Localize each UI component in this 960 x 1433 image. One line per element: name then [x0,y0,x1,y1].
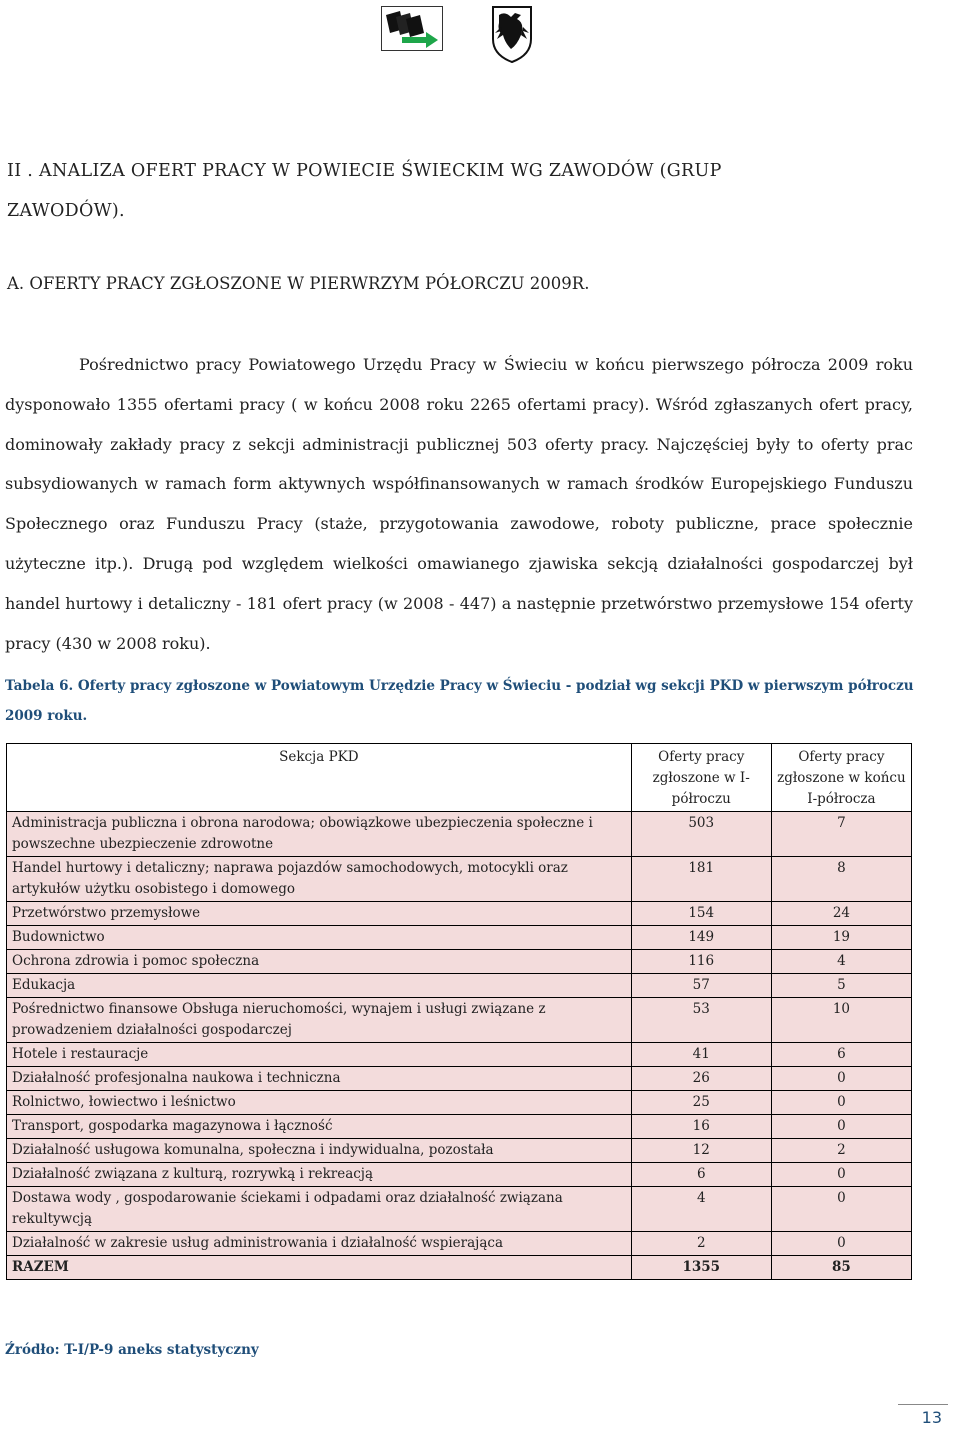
row-section: Hotele i restauracje [7,1043,632,1067]
row-offers: 503 [631,812,771,857]
total-end: 85 [771,1256,911,1280]
table-caption [5,671,917,731]
row-end: 24 [771,902,911,926]
row-section: Transport, gospodarka magazynowa i łączność [7,1115,632,1139]
row-offers: 53 [631,998,771,1043]
cards-arrow-icon [382,7,442,50]
row-offers: 154 [631,902,771,926]
header-section: Sekcja PKD [7,744,632,812]
table-row [7,902,912,926]
table-row [7,950,912,974]
row-section: Pośrednictwo finansowe Obsługa nieruchomości, wynajem i usługi związane z prowadzeniem działalności gospodarczej [7,998,632,1043]
row-offers: 41 [631,1043,771,1067]
table-row [7,1232,912,1256]
row-offers: 4 [631,1187,771,1232]
row-end: 19 [771,926,911,950]
row-end: 0 [771,1163,911,1187]
row-offers: 16 [631,1115,771,1139]
row-section: Działalność profesjonalna naukowa i techniczna [7,1067,632,1091]
table-row [7,812,912,857]
row-offers: 6 [631,1163,771,1187]
table-row [7,1163,912,1187]
page-number-rule [898,1404,948,1405]
row-end: 0 [771,1067,911,1091]
row-offers: 57 [631,974,771,998]
page-number: 13 [921,1408,942,1427]
table-row [7,1139,912,1163]
section-heading-line1: II . ANALIZA OFERT PRACY W POWIECIE ŚWIECKIM WG ZAWODÓW (GRUP [7,161,722,181]
header-end: Oferty pracy zgłoszone w końcu I-półrocza [771,744,911,812]
total-offers: 1355 [631,1256,771,1280]
row-section: Ochrona zdrowia i pomoc społeczna [7,950,632,974]
row-offers: 181 [631,857,771,902]
table-row [7,1187,912,1232]
row-end: 0 [771,1187,911,1232]
row-offers: 25 [631,1091,771,1115]
row-end: 0 [771,1091,911,1115]
header-offers: Oferty pracy zgłoszone w I-półroczu [631,744,771,812]
table-source: Źródło: T-I/P-9 aneks statystyczny [5,1342,259,1358]
total-label: RAZEM [7,1256,632,1280]
table-row [7,974,912,998]
row-end: 10 [771,998,911,1043]
table-header-row [7,744,912,812]
row-end: 7 [771,812,911,857]
table-caption-text: Oferty pracy zgłoszone w Powiatowym Urzędzie Pracy w Świeciu - podział wg sekcji PKD w pierwszym półroczu 2009 roku. [5,678,914,724]
county-eagle-emblem [491,5,533,63]
eagle-shield-icon [491,5,533,63]
row-offers: 149 [631,926,771,950]
row-section: Administracja publiczna i obrona narodowa; obowiązkowe ubezpieczenia społeczne i powszechne ubezpieczenie zdrowotne [7,812,632,857]
employment-office-logo [381,6,443,51]
row-section: Przetwórstwo przemysłowe [7,902,632,926]
table-row [7,1091,912,1115]
row-end: 5 [771,974,911,998]
table-row [7,1115,912,1139]
table-row [7,1067,912,1091]
table-row [7,998,912,1043]
row-offers: 116 [631,950,771,974]
row-offers: 26 [631,1067,771,1091]
row-offers: 12 [631,1139,771,1163]
row-end: 8 [771,857,911,902]
row-section: Handel hurtowy i detaliczny; naprawa pojazdów samochodowych, motocykli oraz artykułów użytku osobistego i domowego [7,857,632,902]
row-section: Budownictwo [7,926,632,950]
body-paragraph-text: Pośrednictwo pracy Powiatowego Urzędu Pracy w Świeciu w końcu pierwszego półrocza 2009 roku dysponowało 1355 ofertami pracy ( w końcu 2008 roku 2265 ofertami pracy). Wśród zgłaszanych ofert pracy, dominowały zakłady pracy z sekcji administracji publicznej 503 oferty pracy. Najczęściej były to oferty prac subsydiowanych w ramach form aktywnych współfinansowanych w ramach środków Europejskiego Funduszu Społecznego oraz Funduszu Pracy (staże, przygotowania zawodowe, roboty publiczne, prace społecznie użyteczne itp.). Drugą pod względem wielkości omawianego zjawiska sekcją działalności gospodarczej był handel hurtowy i detaliczny - 181 ofert pracy (w 2008 - 447) a następnie przetwórstwo przemysłowe 154 oferty pracy (430 w 2008 roku). [5,355,913,653]
row-section: Działalność usługowa komunalna, społeczna i indywidualna, pozostała [7,1139,632,1163]
table-total-row [7,1256,912,1280]
row-section: Działalność w zakresie usług administrowania i działalność wspierająca [7,1232,632,1256]
row-offers: 2 [631,1232,771,1256]
section-heading-line2: ZAWODÓW). [7,201,125,221]
table-caption-label: Tabela 6. [5,678,74,694]
section-heading [7,151,907,231]
table-row [7,926,912,950]
row-section: Dostawa wody , gospodarowanie ściekami i odpadami oraz działalność związana rekultywcją [7,1187,632,1232]
row-end: 6 [771,1043,911,1067]
row-section: Edukacja [7,974,632,998]
subsection-heading: A. OFERTY PRACY ZGŁOSZONE W PIERWRZYM PÓŁORCZU 2009R. [7,274,590,293]
row-section: Działalność związana z kulturą, rozrywką i rekreacją [7,1163,632,1187]
row-end: 4 [771,950,911,974]
table-row [7,1043,912,1067]
row-end: 0 [771,1115,911,1139]
pkd-offers-table [6,743,912,1280]
row-end: 0 [771,1232,911,1256]
table-row [7,857,912,902]
body-paragraph [5,345,913,663]
row-end: 2 [771,1139,911,1163]
row-section: Rolnictwo, łowiectwo i leśnictwo [7,1091,632,1115]
